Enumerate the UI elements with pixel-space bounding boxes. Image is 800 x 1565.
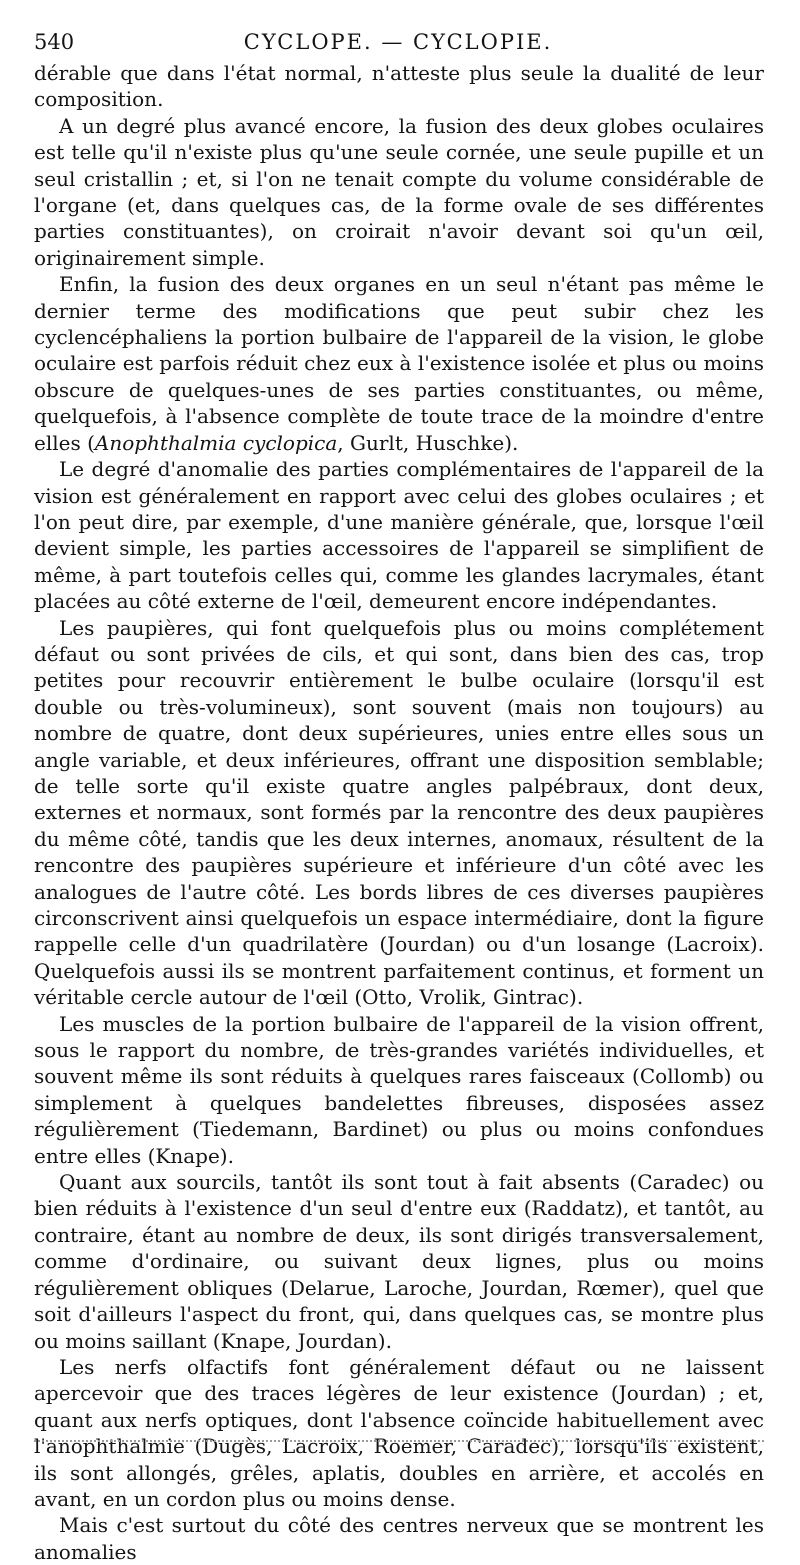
paragraph: Les muscles de la portion bulbaire de l'appareil de la vision offrent, sous le rapport du nombre, de très-grandes variétés individuelles, et souvent même ils sont réduits à quelques rares faisceaux (Collomb) ou simplement à quelques bandelettes fibreuses, disposées assez régulièrement (Tiedemann, Bardinet) ou plus ou moins confondues entre elles (Knape).: [34, 1011, 764, 1168]
paragraph: Mais c'est surtout du côté des centres nerveux que se montrent les anomalies: [34, 1513, 764, 1564]
paragraph: A un degré plus avancé encore, la fusion des deux globes oculaires est telle qu'il n'existe plus qu'une seule cornée, une seule pupille et un seul cristallin ; et, si l'on ne tenait compte du volume considérable de l'organe (et, dans quelques cas, de la forme ovale de ses différentes parties constituantes), on croirait n'avoir devant soi qu'un œil, originairement simple.: [34, 113, 764, 270]
paragraph: Le degré d'anomalie des parties complémentaires de l'appareil de la vision est généralement en rapport avec celui des globes oculaires ; et l'on peut dire, par exemple, d'une manière générale, que, lorsque l'œil devient simple, les parties accessoires de l'appareil se simplifient de même, à part toutefois celles qui, comme les glandes lacrymales, étant placées au côté externe de l'œil, demeurent encore indépendantes.: [34, 457, 764, 614]
paragraph: Les nerfs olfactifs font généralement défaut ou ne laissent apercevoir que des traces légères de leur existence (Jourdan) ; et, quant aux nerfs optiques, dont l'absence coïncide habituellement avec l'anophthalmie (Dugès, Lacroix, Roemer, Caradec), lorsqu'ils existent, ils sont allongés, grêles, aplatis, doubles en arrière, et accolés en avant, en un cordon plus ou moins dense.: [34, 1354, 764, 1511]
page-header: [34, 30, 762, 58]
paragraph-text: Enfin, la fusion des deux organes en un seul n'étant pas même le dernier terme des modifications que peut subir chez les cyclencéphaliens la portion bulbaire de l'appareil de la vision, le globe oculaire est parfois réduit chez eux à l'existence isolée et plus ou moins obscure de quelques-unes de ses parties constituantes, ou même, quelquefois, à l'absence complète de toute trace de la moindre d'entre elles (: [34, 272, 764, 455]
paragraph: [34, 271, 764, 456]
paragraph: Les paupières, qui font quelquefois plus ou moins complétement défaut ou sont privées de cils, et qui sont, dans bien des cas, trop petites pour recouvrir entièrement le bulbe oculaire (lorsqu'il est double ou très-volumineux), sont souvent (mais non toujours) au nombre de quatre, dont deux supérieures, unies entre elles sous un angle variable, et deux inférieures, offrant une disposition semblable; de telle sorte qu'il existe quatre angles palpébraux, dont deux, externes et normaux, sont formés par la rencontre des deux paupières du même côté, tandis que les deux internes, anomaux, résultent de la rencontre des paupières supérieure et inférieure d'un côté avec les analogues de l'autre côté. Les bords libres de ces diverses paupières circonscrivent ainsi quelquefois un espace intermédiaire, dont la figure rappelle celle d'un quadrilatère (Jourdan) ou d'un losange (Lacroix). Quelquefois aussi ils se montrent parfaitement continus, et forment un véritable cercle autour de l'œil (Otto, Vrolik, Gintrac).: [34, 615, 764, 1010]
running-title: CYCLOPE. — CYCLOPIE.: [243, 30, 553, 54]
paragraph: dérable que dans l'état normal, n'atteste plus seule la dualité de leur composition.: [34, 61, 764, 112]
page-number: 540: [34, 30, 75, 54]
italic-term: Anophthalmia cyclopica: [94, 430, 338, 455]
paragraph-text: , Gurlt, Huschke).: [337, 430, 519, 455]
footer-dotted-rule: [34, 1440, 764, 1442]
paragraph: Quant aux sourcils, tantôt ils sont tout à fait absents (Caradec) ou bien réduits à l'existence d'un seul d'entre eux (Raddatz), et tantôt, au contraire, étant au nombre de deux, ils sont dirigés transversalement, comme d'ordinaire, ou suivant deux lignes, plus ou moins régulièrement obliques (Delarue, Laroche, Jourdan, Rœmer), quel que soit d'ailleurs l'aspect du front, qui, dans quelques cas, se montre plus ou moins saillant (Knape, Jourdan).: [34, 1170, 764, 1353]
body-text: [34, 60, 764, 1565]
